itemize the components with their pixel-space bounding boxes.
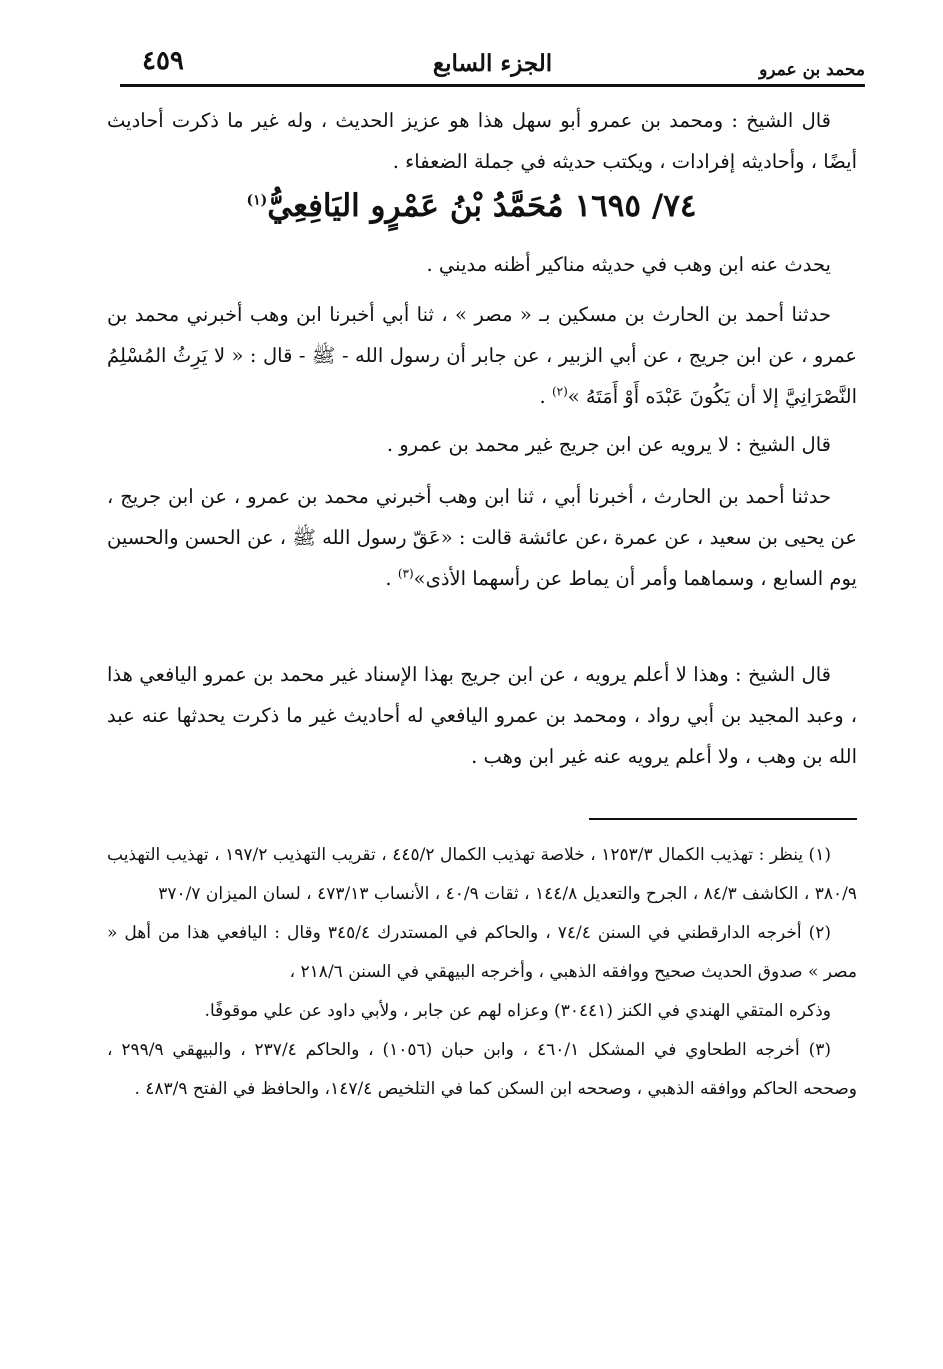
paragraph-text: قال الشيخ : وهذا لا أعلم يرويه ، عن ابن جريج بهذا الإسناد غير محمد بن عمرو اليافعي هذا ، وعبد المجيد بن أبي رواد ، ومحمد بن عمرو اليافعي له أحاديث غير ما ذكرت يحدثها عنه عبد الله بن وهب ، ولا أعلم يرويه عنه غير ابن وهب .	[107, 663, 857, 768]
running-head	[120, 42, 865, 80]
paragraph-text: قال الشيخ : ومحمد بن عمرو أبو سهل هذا هو عزيز الحديث ، وله غير ما ذكرت أحاديث أيضًا ، وأحاديثه إفرادات ، ويكتب حديثه في جملة الضعفاء .	[107, 109, 857, 173]
volume-title: الجزء السابع	[432, 50, 553, 77]
paragraph-text	[107, 294, 857, 417]
paragraph-text	[107, 476, 857, 599]
hadith-chain-text: حدثنا أحمد بن الحارث بن مسكين بـ « مصر » ، ثنا أبي أخبرنا ابن وهب أخبرني محمد بن عمرو ، عن ابن جريج ، عن أبي الزبير ، عن جابر أن رسول الله - ﷺ - قال : « لا يَرِثُ المُسْلِمُ النَّصْرَانِيَّ إلا أن يَكُونَ عَبْدَه أَوْ أَمَتَهُ »	[107, 303, 857, 408]
paragraph-text: يحدث عنه ابن وهب في حديثه مناكير أظنه مديني .	[426, 253, 831, 276]
paragraph-2	[107, 244, 857, 285]
paragraph-text: قال الشيخ : لا يرويه عن ابن جريج غير محمد بن عمرو .	[386, 433, 831, 456]
paragraph-5	[107, 476, 857, 599]
page-number: ٤٥٩	[142, 46, 184, 76]
paragraph-3	[107, 294, 857, 417]
footnote-2: (٢) أخرجه الدارقطني في السنن ٧٤/٤ ، والحاكم في المستدرك ٣٤٥/٤ وقال : اليافعي هذا من أهل « مصر » صدوق الحديث صحيح ووافقه الذهبي ، وأخرجه البيهقي في السنن ٢١٨/٦ ،	[107, 923, 857, 982]
footnote-ref: (١)	[246, 192, 268, 209]
entry-heading-text: ٧٤/ ١٦٩٥ مُحَمَّدُ بْنُ عَمْرٍو اليَافِعِيُّ	[267, 188, 697, 224]
footnote-ref: (٣)	[397, 566, 414, 581]
header-rule	[120, 84, 865, 87]
footnotes	[107, 836, 857, 1109]
entry-heading	[150, 186, 793, 226]
paragraph-6	[107, 654, 857, 777]
hadith-chain-text: حدثنا أحمد بن الحارث ، أخبرنا أبي ، ثنا ابن وهب أخبرني محمد بن عمرو ، عن ابن جريج ، عن يحيى بن سعيد ، عن عمرة ،عن عائشة قالت : «عَقّ رسول الله ﷺ ، عن الحسن والحسين يوم السابع ، وسماهما وأمر أن يماط عن رأسهما الأذى»	[107, 485, 857, 590]
paragraph-4	[107, 424, 857, 465]
footnote-ref: (٢)	[551, 384, 568, 399]
footnote-3: (٣) أخرجه الطحاوي في المشكل ٤٦٠/١ ، وابن حبان (١٠٥٦) ، والحاكم ٢٣٧/٤ ، والبيهقي ٢٩٩/٩ ، وصححه الحاكم ووافقه الذهبي ، وصححه ابن السكن كما في التلخيص ١٤٧/٤، والحافظ في الفتح ٤٨٣/٩ .	[107, 1040, 857, 1099]
footnote-1: (١) ينظر : تهذيب الكمال ١٢٥٣/٣ ، خلاصة تهذيب الكمال ٤٤٥/٢ ، تقريب التهذيب ١٩٧/٢ ، تهذيب التهذيب ٣٨٠/٩ ، الكاشف ٨٤/٣ ، الجرح والتعديل ١٤٤/٨ ، ثقات ٤٠/٩ ، الأنساب ٤٧٣/١٣ ، لسان الميزان ٣٧٠/٧	[107, 845, 857, 904]
footnote-separator	[589, 818, 857, 820]
paragraph-end: .	[385, 567, 398, 590]
paragraph-end: .	[539, 385, 552, 408]
footnote-2-continued: وذكره المتقي الهندي في الكنز (٣٠٤٤١) وعزاه لهم عن جابر ، ولأبي داود عن علي موقوفًا.	[204, 1001, 831, 1021]
paragraph-1	[107, 100, 857, 182]
entry-name-header: محمد بن عمرو	[759, 60, 865, 80]
